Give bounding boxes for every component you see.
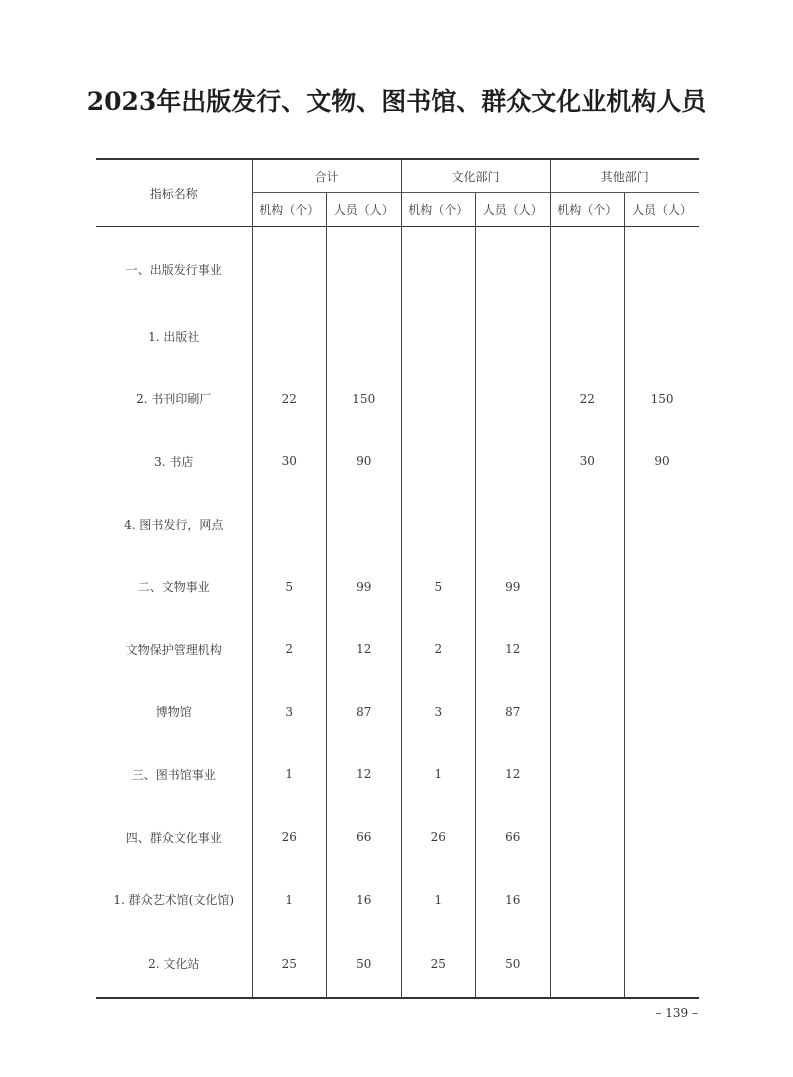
indicator-header: 指标名称 (96, 159, 252, 227)
table-cell: 12 (327, 743, 402, 806)
table-cell: 90 (327, 430, 402, 493)
table-cell: 66 (327, 806, 402, 869)
table-cell: 16 (327, 868, 402, 931)
table-cell: 66 (476, 806, 551, 869)
table-row (96, 806, 699, 869)
row-label: 一、出版发行事业 (125, 262, 222, 277)
table-cell (327, 493, 402, 556)
table-row (96, 681, 699, 744)
table-cell (401, 430, 476, 493)
table-cell (550, 305, 625, 368)
table-row (96, 227, 699, 306)
row-label: 3. 书店 (154, 454, 194, 469)
table-cell: 99 (327, 555, 402, 618)
table-cell (401, 227, 476, 306)
table-cell: 150 (327, 368, 402, 431)
table-cell: 1 (401, 743, 476, 806)
group-header-culture-dept: 文化部门 (401, 159, 550, 193)
table-cell (252, 305, 327, 368)
table-cell: 16 (476, 868, 551, 931)
table-cell: 5 (401, 555, 476, 618)
row-label: 2. 文化站 (96, 931, 252, 998)
table-cell: 50 (476, 931, 551, 998)
row-label: 1. 出版社 (148, 329, 200, 344)
table-cell: 150 (625, 368, 700, 431)
table-row (96, 555, 699, 618)
table-cell: 3 (252, 681, 327, 744)
table-cell: 30 (550, 430, 625, 493)
table-row (96, 368, 699, 431)
row-label: 二、文物事业 (137, 580, 210, 595)
table-row (96, 931, 699, 998)
subcolumn-header: 机构（个） (252, 193, 327, 227)
table-cell (327, 227, 402, 306)
table-cell (476, 430, 551, 493)
row-label: 2. 书刊印刷厂 (136, 392, 212, 407)
table-cell (550, 931, 625, 998)
table-cell: 25 (401, 931, 476, 998)
table-cell (625, 227, 700, 306)
table-cell (550, 555, 625, 618)
table-cell: 50 (327, 931, 402, 998)
table-cell (550, 227, 625, 306)
table-cell (625, 618, 700, 681)
table-cell (476, 493, 551, 556)
page-title: 2023年出版发行、文物、图书馆、群众文化业机构人员 (86, 87, 707, 116)
table-cell (625, 555, 700, 618)
table-cell: 2 (252, 618, 327, 681)
table-cell: 12 (476, 743, 551, 806)
table-cell: 87 (476, 681, 551, 744)
table-cell (625, 806, 700, 869)
table-cell: 1 (252, 868, 327, 931)
table-row (96, 493, 699, 556)
table-cell (550, 618, 625, 681)
table-cell (401, 493, 476, 556)
row-label: 1. 群众艺术馆(文化馆) (113, 893, 235, 908)
table-cell: 3 (401, 681, 476, 744)
row-label: 文物保护管理机构 (125, 642, 222, 657)
table-cell: 87 (327, 681, 402, 744)
row-label: 四、群众文化事业 (125, 830, 222, 845)
table-cell (550, 743, 625, 806)
table-cell (252, 493, 327, 556)
table-cell (476, 368, 551, 431)
page-number: – 139 – (655, 1006, 698, 1020)
subcolumn-header: 人员（人） (327, 193, 402, 227)
row-label: 三、图书馆事业 (131, 767, 216, 782)
header-row-groups (96, 159, 699, 193)
table-row (96, 305, 699, 368)
table-cell (625, 868, 700, 931)
table-cell (550, 493, 625, 556)
table-cell: 26 (401, 806, 476, 869)
table-cell (476, 227, 551, 306)
subcolumn-header: 人员（人） (625, 193, 700, 227)
table-cell (401, 305, 476, 368)
table-cell (550, 681, 625, 744)
subcolumn-header: 机构（个） (401, 193, 476, 227)
table-cell: 1 (401, 868, 476, 931)
table-cell: 22 (550, 368, 625, 431)
table-cell: 12 (476, 618, 551, 681)
table-cell: 1 (252, 743, 327, 806)
statistics-table (96, 158, 699, 999)
table-cell (401, 368, 476, 431)
subcolumn-header: 机构（个） (550, 193, 625, 227)
table-cell (327, 305, 402, 368)
table-cell: 22 (252, 368, 327, 431)
table-cell (252, 227, 327, 306)
table-cell (625, 305, 700, 368)
table-cell (550, 806, 625, 869)
table-cell (476, 305, 551, 368)
group-header-other-dept: 其他部门 (550, 159, 699, 193)
table-cell: 2 (401, 618, 476, 681)
table-cell (625, 743, 700, 806)
table-cell (625, 681, 700, 744)
subcolumn-header: 人员（人） (476, 193, 551, 227)
table-cell (625, 493, 700, 556)
table-cell: 12 (327, 618, 402, 681)
table-cell (550, 868, 625, 931)
table-cell (625, 931, 700, 998)
table-cell: 90 (625, 430, 700, 493)
table-cell: 99 (476, 555, 551, 618)
table-cell: 26 (252, 806, 327, 869)
row-label: 博物馆 (155, 705, 192, 720)
row-label: 4. 图书发行，网点 (124, 517, 224, 532)
table-cell: 25 (252, 931, 327, 998)
table-cell: 5 (252, 555, 327, 618)
table-row (96, 743, 699, 806)
table-cell: 30 (252, 430, 327, 493)
table-row (96, 868, 699, 931)
table-row (96, 430, 699, 493)
group-header-total: 合计 (252, 159, 401, 193)
table-row (96, 618, 699, 681)
